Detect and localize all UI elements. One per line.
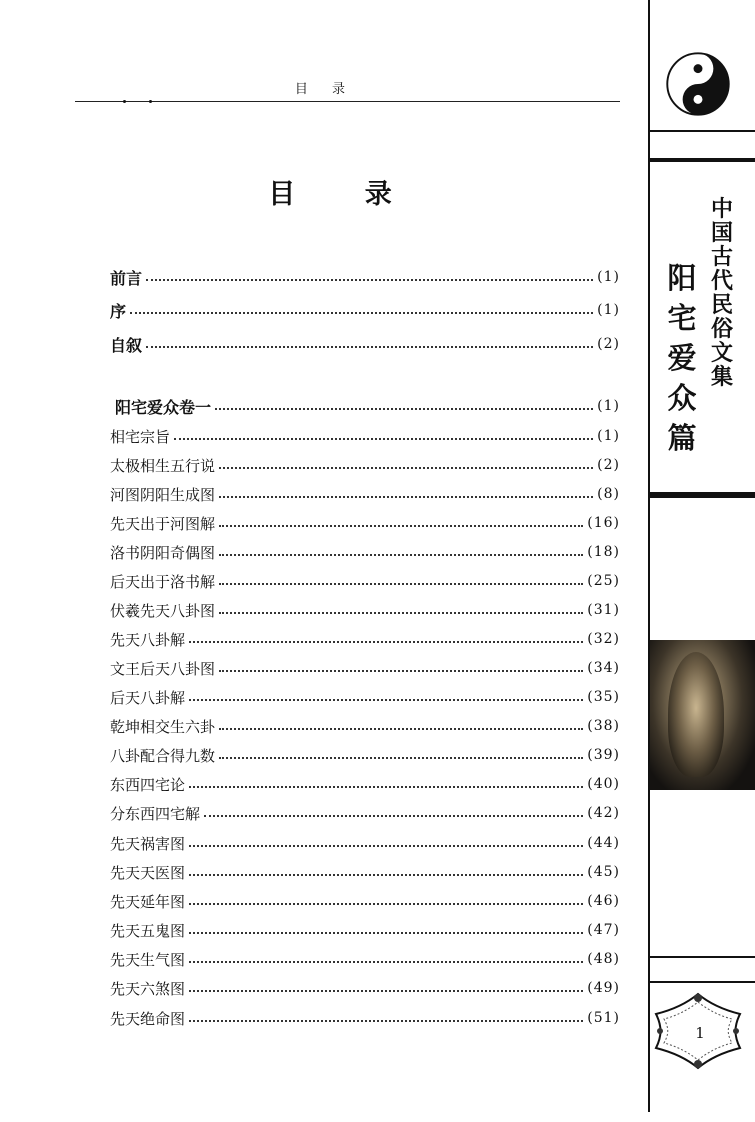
toc-entry-page: (35) [587,689,620,705]
toc-entry[interactable] [110,919,620,941]
toc-entry[interactable] [110,861,620,883]
toc-entry-title: 先天祸害图 [110,834,186,853]
toc-entry-title: 分东西四宅解 [110,804,201,823]
dot-leader [189,903,583,905]
dot-leader [189,786,583,788]
toc-entry[interactable] [110,299,620,321]
toc-entry-title: 阳宅爱众卷一 [115,397,212,417]
toc-entry-page: (2) [597,336,620,352]
dot-leader [189,641,583,643]
dot-leader [189,932,583,934]
dot-leader [174,438,593,440]
toc-entry-page: (44) [587,835,620,851]
toc-entry[interactable] [110,890,620,912]
toc-entry-title: 文王后天八卦图 [110,659,216,678]
toc-entry-title: 洛书阴阳奇偶图 [110,543,216,562]
dot-leader [219,728,583,730]
dot-leader [219,670,583,672]
statue-figure [668,652,724,777]
toc-entry-title: 伏羲先天八卦图 [110,601,216,620]
dot-leader [215,408,593,410]
toc-entry[interactable] [110,541,620,563]
dot-leader [219,525,583,527]
dot-leader [189,990,583,992]
toc-entry[interactable] [110,483,620,505]
toc-entry-title: 先天八卦解 [110,630,186,649]
toc-entry-title: 先天绝命图 [110,1009,186,1028]
dot-leader [219,583,583,585]
dot-leader [146,346,593,348]
toc-entry-page: (31) [587,602,620,618]
toc-entry-page: (47) [587,922,620,938]
toc-entry-page: (45) [587,864,620,880]
sidebar-divider [648,0,650,1112]
buddha-statue-image [650,640,755,790]
dot-leader [189,961,583,963]
toc-entry-title: 先天天医图 [110,863,186,882]
toc-entry[interactable] [110,599,620,621]
toc-entry-page: (25) [587,573,620,589]
dot-leader [189,845,583,847]
toc-entry-title: 先天延年图 [110,892,186,911]
toc-entry-page: (38) [587,718,620,734]
toc-entry-title: 先天出于河图解 [110,514,216,533]
dot-leader [219,496,593,498]
sidebar-rule [648,492,755,498]
toc-entry-page: (51) [587,1010,620,1026]
dot-leader [219,467,593,469]
toc-entry-title: 序 [110,301,127,321]
toc-entry-title: 河图阴阳生成图 [110,485,216,504]
sidebar-rule [648,158,755,162]
toc-entry[interactable] [110,570,620,592]
toc-entry-page: (1) [597,269,620,285]
toc-entry-page: (40) [587,776,620,792]
toc-entry-page: (48) [587,951,620,967]
toc-entry-title: 后天出于洛书解 [110,572,216,591]
toc-entry-page: (32) [587,631,620,647]
toc-section-heading[interactable] [110,395,620,417]
toc-entry-page: (46) [587,893,620,909]
dot-leader [146,279,593,281]
toc-entry-title: 乾坤相交生六卦 [110,717,216,736]
toc-entry[interactable] [110,266,620,288]
toc-entry[interactable] [110,744,620,766]
yin-yang-icon [666,52,730,116]
toc-entry-page: (2) [597,457,620,473]
toc-entry-page: (34) [587,660,620,676]
toc-entry-title: 自叙 [110,335,143,355]
toc-entry[interactable] [110,948,620,970]
toc-entry-page: (1) [597,302,620,318]
page-number: 1 [695,1024,705,1042]
toc-entry-page: (42) [587,805,620,821]
toc-entry[interactable] [110,802,620,824]
toc-entry[interactable] [110,657,620,679]
toc-entry-page: (1) [597,428,620,444]
toc-entry-title: 相宅宗旨 [110,427,171,446]
toc-entry-title: 八卦配合得九数 [110,746,216,765]
toc-entry[interactable] [110,512,620,534]
toc-entry[interactable] [110,977,620,999]
dot-leader [204,815,583,817]
toc-entry-title: 先天生气图 [110,950,186,969]
dot-leader [189,874,583,876]
header-rule [75,101,620,102]
toc-entry-title: 先天五鬼图 [110,921,186,940]
toc-entry[interactable] [110,425,620,447]
page-title: 目 录 [268,179,422,210]
dot-leader [219,554,583,556]
toc-entry-page: (39) [587,747,620,763]
toc-entry-page: (18) [587,544,620,560]
toc-entry[interactable] [110,773,620,795]
toc-entry[interactable] [110,715,620,737]
dot-leader [219,612,583,614]
toc-entry-title: 后天八卦解 [110,688,186,707]
toc-entry[interactable] [110,454,620,476]
sidebar-rule [648,981,755,983]
dot-leader [189,699,583,701]
toc-entry[interactable] [110,628,620,650]
sidebar-rule [648,956,755,958]
toc-entry[interactable] [110,832,620,854]
book-title: 阳宅爱众篇 [667,261,697,455]
series-title: 中国古代民俗文集 [710,197,733,390]
dot-leader [130,312,593,314]
toc-entry-title: 东西四宅论 [110,775,186,794]
toc-entry-title: 先天六煞图 [110,979,186,998]
toc-entry-page: (16) [587,515,620,531]
toc-entry-title: 太极相生五行说 [110,456,216,475]
dot-leader [189,1020,583,1022]
toc-entry-title: 前言 [110,268,143,288]
sidebar-rule [648,130,755,132]
toc-entry[interactable] [110,1007,620,1029]
toc-entry[interactable] [110,333,620,355]
running-head: 目 录 [294,82,356,97]
toc-entry-page: (1) [597,398,620,414]
dot-leader [219,757,583,759]
toc-entry[interactable] [110,686,620,708]
toc-entry-page: (8) [597,486,620,502]
toc-entry-page: (49) [587,980,620,996]
